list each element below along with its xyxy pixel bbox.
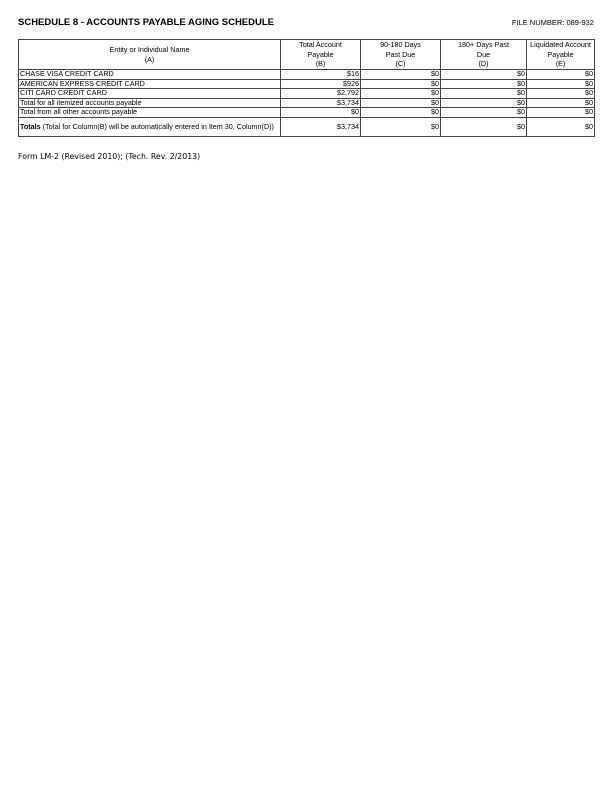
- totals-90-180-days: $0: [361, 117, 441, 136]
- table-row: [19, 108, 595, 118]
- total-payable-value: $926: [281, 79, 361, 89]
- days-90-180-value: $0: [361, 98, 441, 108]
- column-header-total-payable: Total Account Payable (B): [281, 40, 361, 70]
- file-number: FILE NUMBER: 089-932: [511, 18, 594, 27]
- totals-label: [19, 117, 281, 136]
- liquidated-value: $0: [527, 89, 595, 99]
- days-90-180-value: $0: [361, 70, 441, 80]
- liquidated-value: $0: [527, 70, 595, 80]
- column-header-90-180-days: 90-180 Days Past Due (C): [361, 40, 441, 70]
- totals-label-note: (Total for Column(B) will be automatically entered in Item 30, Column(D)): [40, 121, 274, 131]
- column-header-entity: Entity or Individual Name (A): [19, 40, 281, 70]
- total-payable-value: $16: [281, 70, 361, 80]
- total-payable-value: $2,792: [281, 89, 361, 99]
- entity-name: CHASE VISA CREDIT CARD: [19, 70, 281, 80]
- totals-total-payable: $3,734: [281, 117, 361, 136]
- days-180-plus-value: $0: [441, 108, 527, 118]
- days-180-plus-value: $0: [441, 89, 527, 99]
- totals-180-plus-days: $0: [441, 117, 527, 136]
- days-180-plus-value: $0: [441, 98, 527, 108]
- total-payable-value: $3,734: [281, 98, 361, 108]
- totals-label-bold: Totals: [20, 121, 41, 131]
- days-180-plus-value: $0: [441, 70, 527, 80]
- entity-name: AMERICAN EXPRESS CREDIT CARD: [19, 79, 281, 89]
- days-180-plus-value: $0: [441, 79, 527, 89]
- table-row: [19, 79, 595, 89]
- days-90-180-value: $0: [361, 79, 441, 89]
- form-footer: Form LM-2 (Revised 2010); (Tech. Rev. 2/2013): [18, 152, 201, 161]
- accounts-payable-table: [18, 39, 595, 137]
- totals-row: [19, 117, 595, 136]
- table-row: [19, 70, 595, 80]
- entity-name: CITI CARD CREDIT CARD: [19, 89, 281, 99]
- liquidated-value: $0: [527, 98, 595, 108]
- column-header-liquidated: Liquidated Account Payable (E): [527, 40, 595, 70]
- days-90-180-value: $0: [361, 89, 441, 99]
- column-header-180-plus-days: 180+ Days Past Due (D): [441, 40, 527, 70]
- entity-name: Total from all other accounts payable: [19, 108, 281, 118]
- totals-liquidated: $0: [527, 117, 595, 136]
- liquidated-value: $0: [527, 79, 595, 89]
- table-row: [19, 98, 595, 108]
- table-row: [19, 89, 595, 99]
- schedule-title: SCHEDULE 8 - ACCOUNTS PAYABLE AGING SCHEDULE: [18, 17, 275, 28]
- page-header: [18, 17, 594, 31]
- total-payable-value: $0: [281, 108, 361, 118]
- liquidated-value: $0: [527, 108, 595, 118]
- entity-name: Total for all itemized accounts payable: [19, 98, 281, 108]
- header-row: [19, 40, 595, 70]
- days-90-180-value: $0: [361, 108, 441, 118]
